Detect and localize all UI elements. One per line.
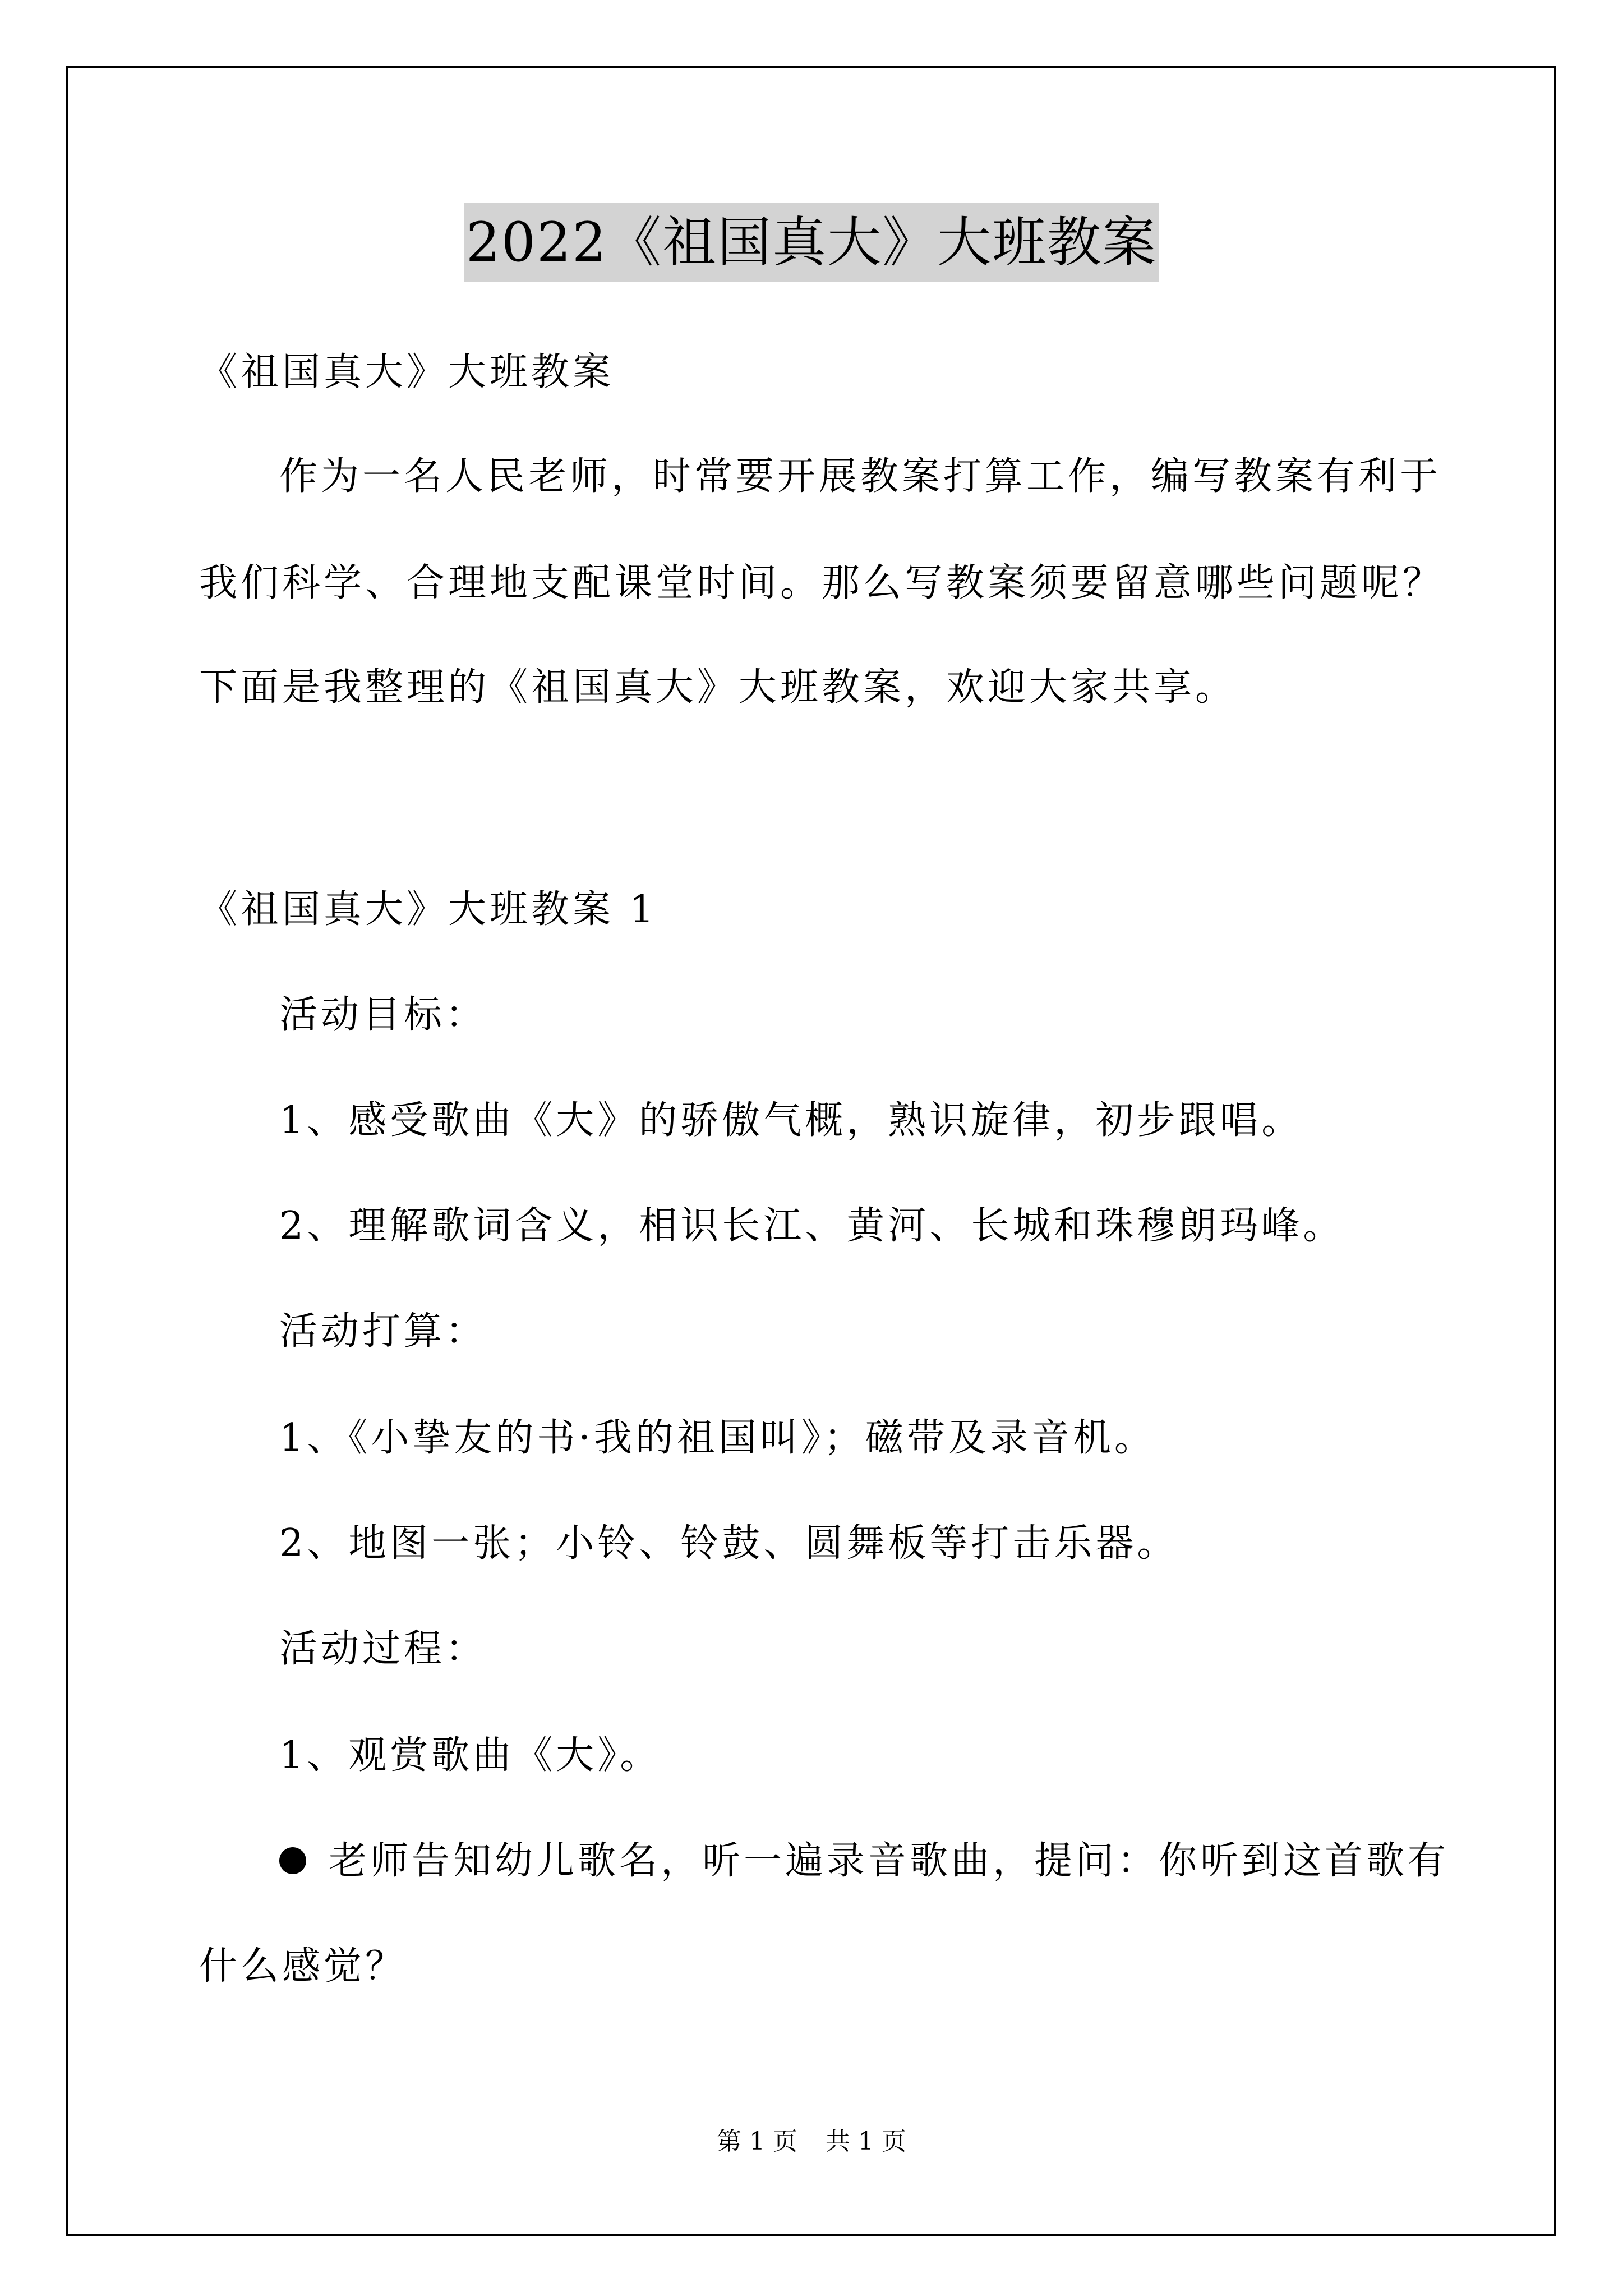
goals-heading: 活动目标：	[279, 993, 487, 1037]
subtitle: 《祖国真大》大班教案	[199, 350, 615, 394]
document-title: 2022《祖国真大》大班教案	[464, 203, 1159, 282]
prep-item-1: 1、《小挚友的书·我的祖国叫》；磁带及录音机。	[279, 1416, 1156, 1460]
title-container	[0, 203, 1623, 282]
section-heading: 《祖国真大》大班教案 1	[199, 887, 657, 932]
bullet-text-line-1: 老师告知幼儿歌名，听一遍录音歌曲，提问：你听到这首歌有	[329, 1839, 1450, 1883]
prep-item-2: 2、地图一张；小铃、铃鼓、圆舞板等打击乐器。	[279, 1521, 1179, 1566]
intro-line-1: 作为一名人民老师，时常要开展教案打算工作，编写教案有利于	[279, 454, 1442, 499]
intro-line-2: 我们科学、合理地支配课堂时间。那么写教案须要留意哪些问题呢？	[199, 561, 1445, 605]
goal-item-1: 1、感受歌曲《大》的骄傲气概，熟识旋律，初步跟唱。	[279, 1098, 1303, 1143]
prep-heading: 活动打算：	[279, 1309, 487, 1354]
process-item-1: 1、观赏歌曲《大》。	[279, 1733, 662, 1778]
process-heading: 活动过程：	[279, 1627, 487, 1671]
bullet-text-line-2: 什么感觉？	[199, 1944, 407, 1989]
page-total: 共 1 页	[826, 2127, 906, 2156]
bullet-dot-icon	[279, 1847, 306, 1874]
bullet-paragraph	[279, 1833, 1449, 1889]
page-number: 第 1 页	[717, 2127, 797, 2156]
intro-line-3: 下面是我整理的《祖国真大》大班教案，欢迎大家共享。	[199, 665, 1237, 710]
goal-item-2: 2、理解歌词含义，相识长江、黄河、长城和珠穆朗玛峰。	[279, 1204, 1345, 1248]
page-footer	[0, 2125, 1623, 2159]
